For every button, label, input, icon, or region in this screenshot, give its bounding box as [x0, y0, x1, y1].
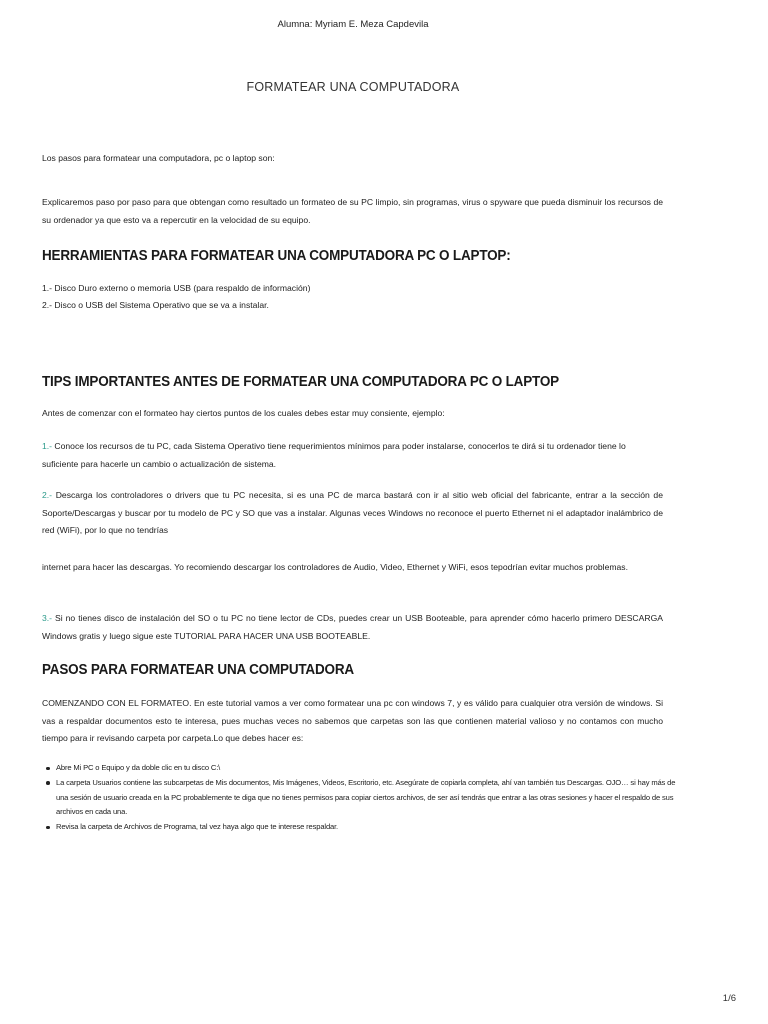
tip-3-text: Si no tienes disco de instalación del SO o tu PC no tiene lector de CDs, puedes crear un USB Booteable, para aprender cómo hacerlo primero DESCARGA Windows gratis y luego sigue este TUTORIAL PARA HACER UNA USB BOOTEABLE.	[42, 613, 663, 641]
tip-2-number: 2.-	[42, 490, 53, 500]
tip-1-number: 1.-	[42, 441, 53, 451]
author-header: Alumna: Myriam E. Meza Capdevila	[277, 19, 429, 30]
tool-item-2: 2.- Disco o USB del Sistema Operativo que se va a instalar.	[42, 300, 269, 310]
tool-item-1: 1.- Disco Duro externo o memoria USB (para respaldo de información)	[42, 283, 311, 293]
page-number: 1/6	[722, 993, 736, 1004]
intro-paragraph: Los pasos para formatear una computadora, pc o laptop son:	[42, 153, 275, 163]
list-item: Revisa la carpeta de Archivos de Programa, tal vez haya algo que te interese respaldar.	[42, 820, 682, 835]
list-item: Abre Mi PC o Equipo y da doble clic en tu disco C:\	[42, 761, 682, 776]
steps-intro: COMENZANDO CON EL FORMATEO. En este tutorial vamos a ver como formatear una pc con windows 7, y es válido para cualquier otra versión de windows. Si vas a respaldar documentos esto te interesa, pues muchas veces no sabemos que carpetas son las que contienen material valioso y no contamos con mucho tiempo para ir revisando carpeta por carpeta.Lo que debes hacer es:	[42, 698, 663, 743]
steps-heading: PASOS PARA FORMATEAR UNA COMPUTADORA	[42, 662, 354, 678]
tip-2	[42, 487, 663, 540]
list-item: La carpeta Usuarios contiene las subcarpetas de Mis documentos, Mis Imágenes, Videos, Escritorio, etc. Asegúrate de copiarla completa, ahí van también tus Descargas. OJO… si hay más de una sesión de usuario creada en la PC probablemente te diga que no tienes permisos para copiar ciertos archivos, de ser así tendrás que entrar a las otras sesiones y hacer el respaldo de sus archivos en cada una.	[42, 776, 682, 820]
tip-3-number: 3.-	[42, 613, 53, 623]
tip-3	[42, 610, 663, 645]
tip-2-continuation: internet para hacer las descargas. Yo recomiendo descargar los controladores de Audio, Video, Ethernet y WiFi, esos tepodrían evitar muchos problemas.	[42, 562, 628, 572]
steps-bullet-list	[42, 761, 682, 835]
tips-intro: Antes de comenzar con el formateo hay ciertos puntos de los cuales debes estar muy consiente, ejemplo:	[42, 408, 445, 418]
tip-2-text: Descarga los controladores o drivers que tu PC necesita, si es una PC de marca bastará con ir al sitio web oficial del fabricante, entrar a la sección de Soporte/Descargas y buscar por tu modelo de PC y SO que vas a instalar. Algunas veces Windows no reconoce el puerto Ethernet ni el adaptador inalámbrico de red (WiFi), por lo que no tendrías	[42, 490, 663, 535]
tips-heading: TIPS IMPORTANTES ANTES DE FORMATEAR UNA COMPUTADORA PC O LAPTOP	[42, 374, 559, 390]
tip-1	[42, 438, 663, 473]
tools-heading: HERRAMIENTAS PARA FORMATEAR UNA COMPUTADORA PC O LAPTOP:	[42, 248, 511, 264]
tip-1-text: Conoce los recursos de tu PC, cada Sistema Operativo tiene requerimientos mínimos para poder instalarse, conocerlos te dirá si tu ordenador tiene lo suficiente para hacerle un cambio o actualización de sistema.	[42, 441, 626, 469]
explanation-paragraph: Explicaremos paso por paso para que obtengan como resultado un formateo de su PC limpio, sin programas, virus o spyware que pueda disminuir los recursos de su ordenador ya que esto va a repercutir en la velocidad de su equipo.	[42, 197, 663, 225]
document-title: FORMATEAR UNA COMPUTADORA	[246, 80, 460, 94]
